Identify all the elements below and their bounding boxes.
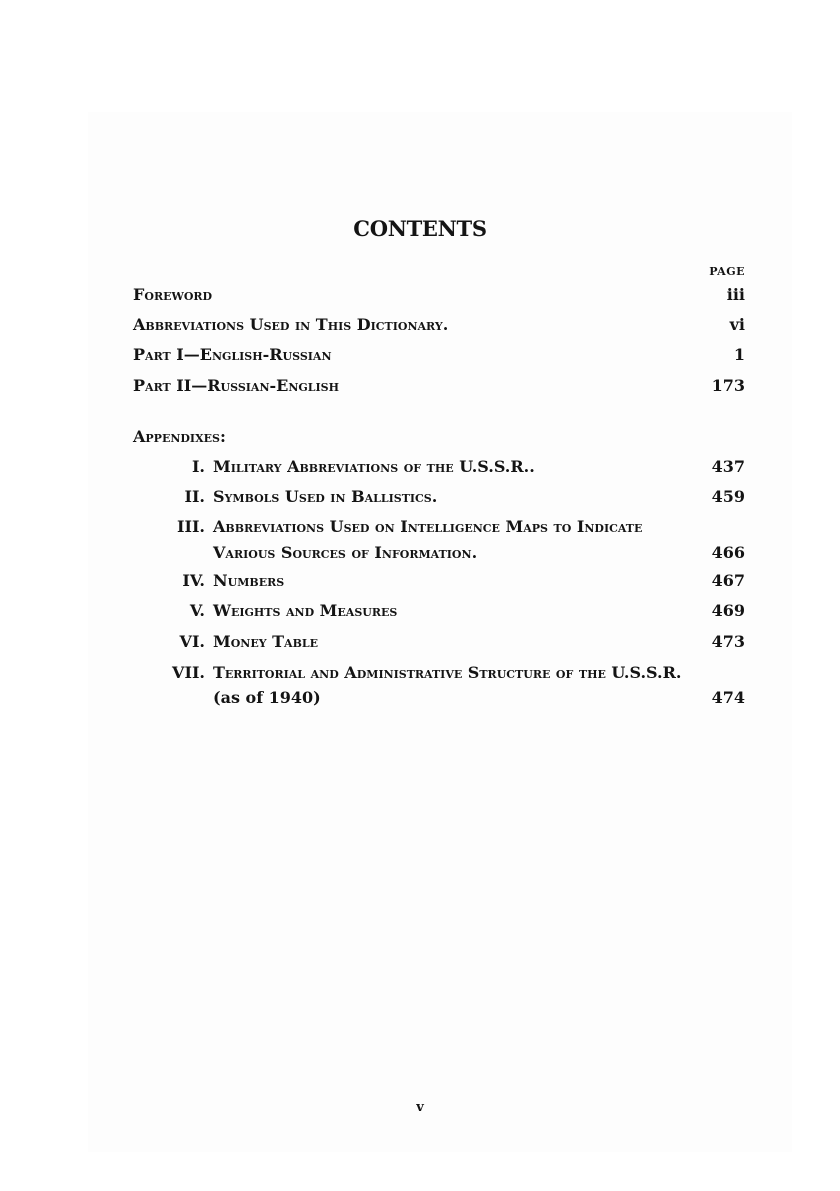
toc-entry-label: Foreword bbox=[133, 285, 213, 304]
contents-title: CONTENTS bbox=[353, 216, 487, 241]
appendixes-heading: Appendixes: bbox=[133, 427, 226, 446]
toc-entry-label: Abbreviations Used in This Dictionary bbox=[133, 315, 443, 334]
appendix-page: 474 bbox=[711, 688, 745, 707]
toc-entry-abbreviations[interactable] bbox=[133, 315, 745, 335]
appendix-number: I. bbox=[191, 457, 205, 476]
leader-dots: . bbox=[529, 457, 536, 476]
appendix-number: III. bbox=[176, 517, 205, 536]
toc-entry-label: Part II—Russian-English bbox=[133, 376, 340, 395]
leader-dots: . bbox=[442, 315, 450, 334]
appendix-label: Military Abbreviations of the U.S.S.R. bbox=[213, 457, 530, 476]
appendix-number: V. bbox=[189, 601, 205, 620]
toc-entry-page: 1 bbox=[733, 345, 745, 364]
appendix-label: Abbreviations Used on Intelligence Maps to Indicate bbox=[213, 517, 643, 536]
appendix-number: II. bbox=[184, 487, 205, 506]
appendix-page: 466 bbox=[711, 543, 745, 562]
appendix-page: 469 bbox=[711, 601, 745, 620]
toc-entry-page: vi bbox=[729, 315, 745, 334]
leader-dots: . bbox=[431, 487, 439, 506]
toc-entry-foreword[interactable] bbox=[133, 285, 745, 305]
appendix-page: 437 bbox=[711, 457, 745, 476]
toc-entry-page: 173 bbox=[711, 376, 745, 395]
leader-dots: . bbox=[471, 543, 479, 562]
appendix-number: VII. bbox=[172, 663, 205, 682]
appendix-label: Territorial and Administrative Structure of the U.S.S.R. bbox=[213, 663, 682, 682]
appendix-page: 473 bbox=[711, 632, 745, 651]
page-column-header: PAGE bbox=[709, 265, 745, 278]
toc-entry-part-1[interactable] bbox=[133, 345, 745, 365]
appendix-page: 467 bbox=[711, 571, 745, 590]
appendix-number: VI. bbox=[179, 632, 205, 651]
appendix-label-continued: (as of 1940) bbox=[213, 688, 321, 707]
page-folio: v bbox=[416, 1100, 424, 1115]
appendix-number: IV. bbox=[182, 571, 205, 590]
appendix-label: Numbers bbox=[213, 571, 285, 590]
appendix-label: Weights and Measures bbox=[213, 601, 398, 620]
toc-entry-part-2[interactable] bbox=[133, 376, 745, 396]
appendix-label: Money Table bbox=[213, 632, 319, 651]
toc-entry-label: Part I—English-Russian bbox=[133, 345, 332, 364]
appendix-page: 459 bbox=[711, 487, 745, 506]
appendix-label: Symbols Used in Ballistics bbox=[213, 487, 432, 506]
toc-entry-page: iii bbox=[726, 285, 745, 304]
appendix-label-continued: Various Sources of Information bbox=[213, 543, 472, 562]
